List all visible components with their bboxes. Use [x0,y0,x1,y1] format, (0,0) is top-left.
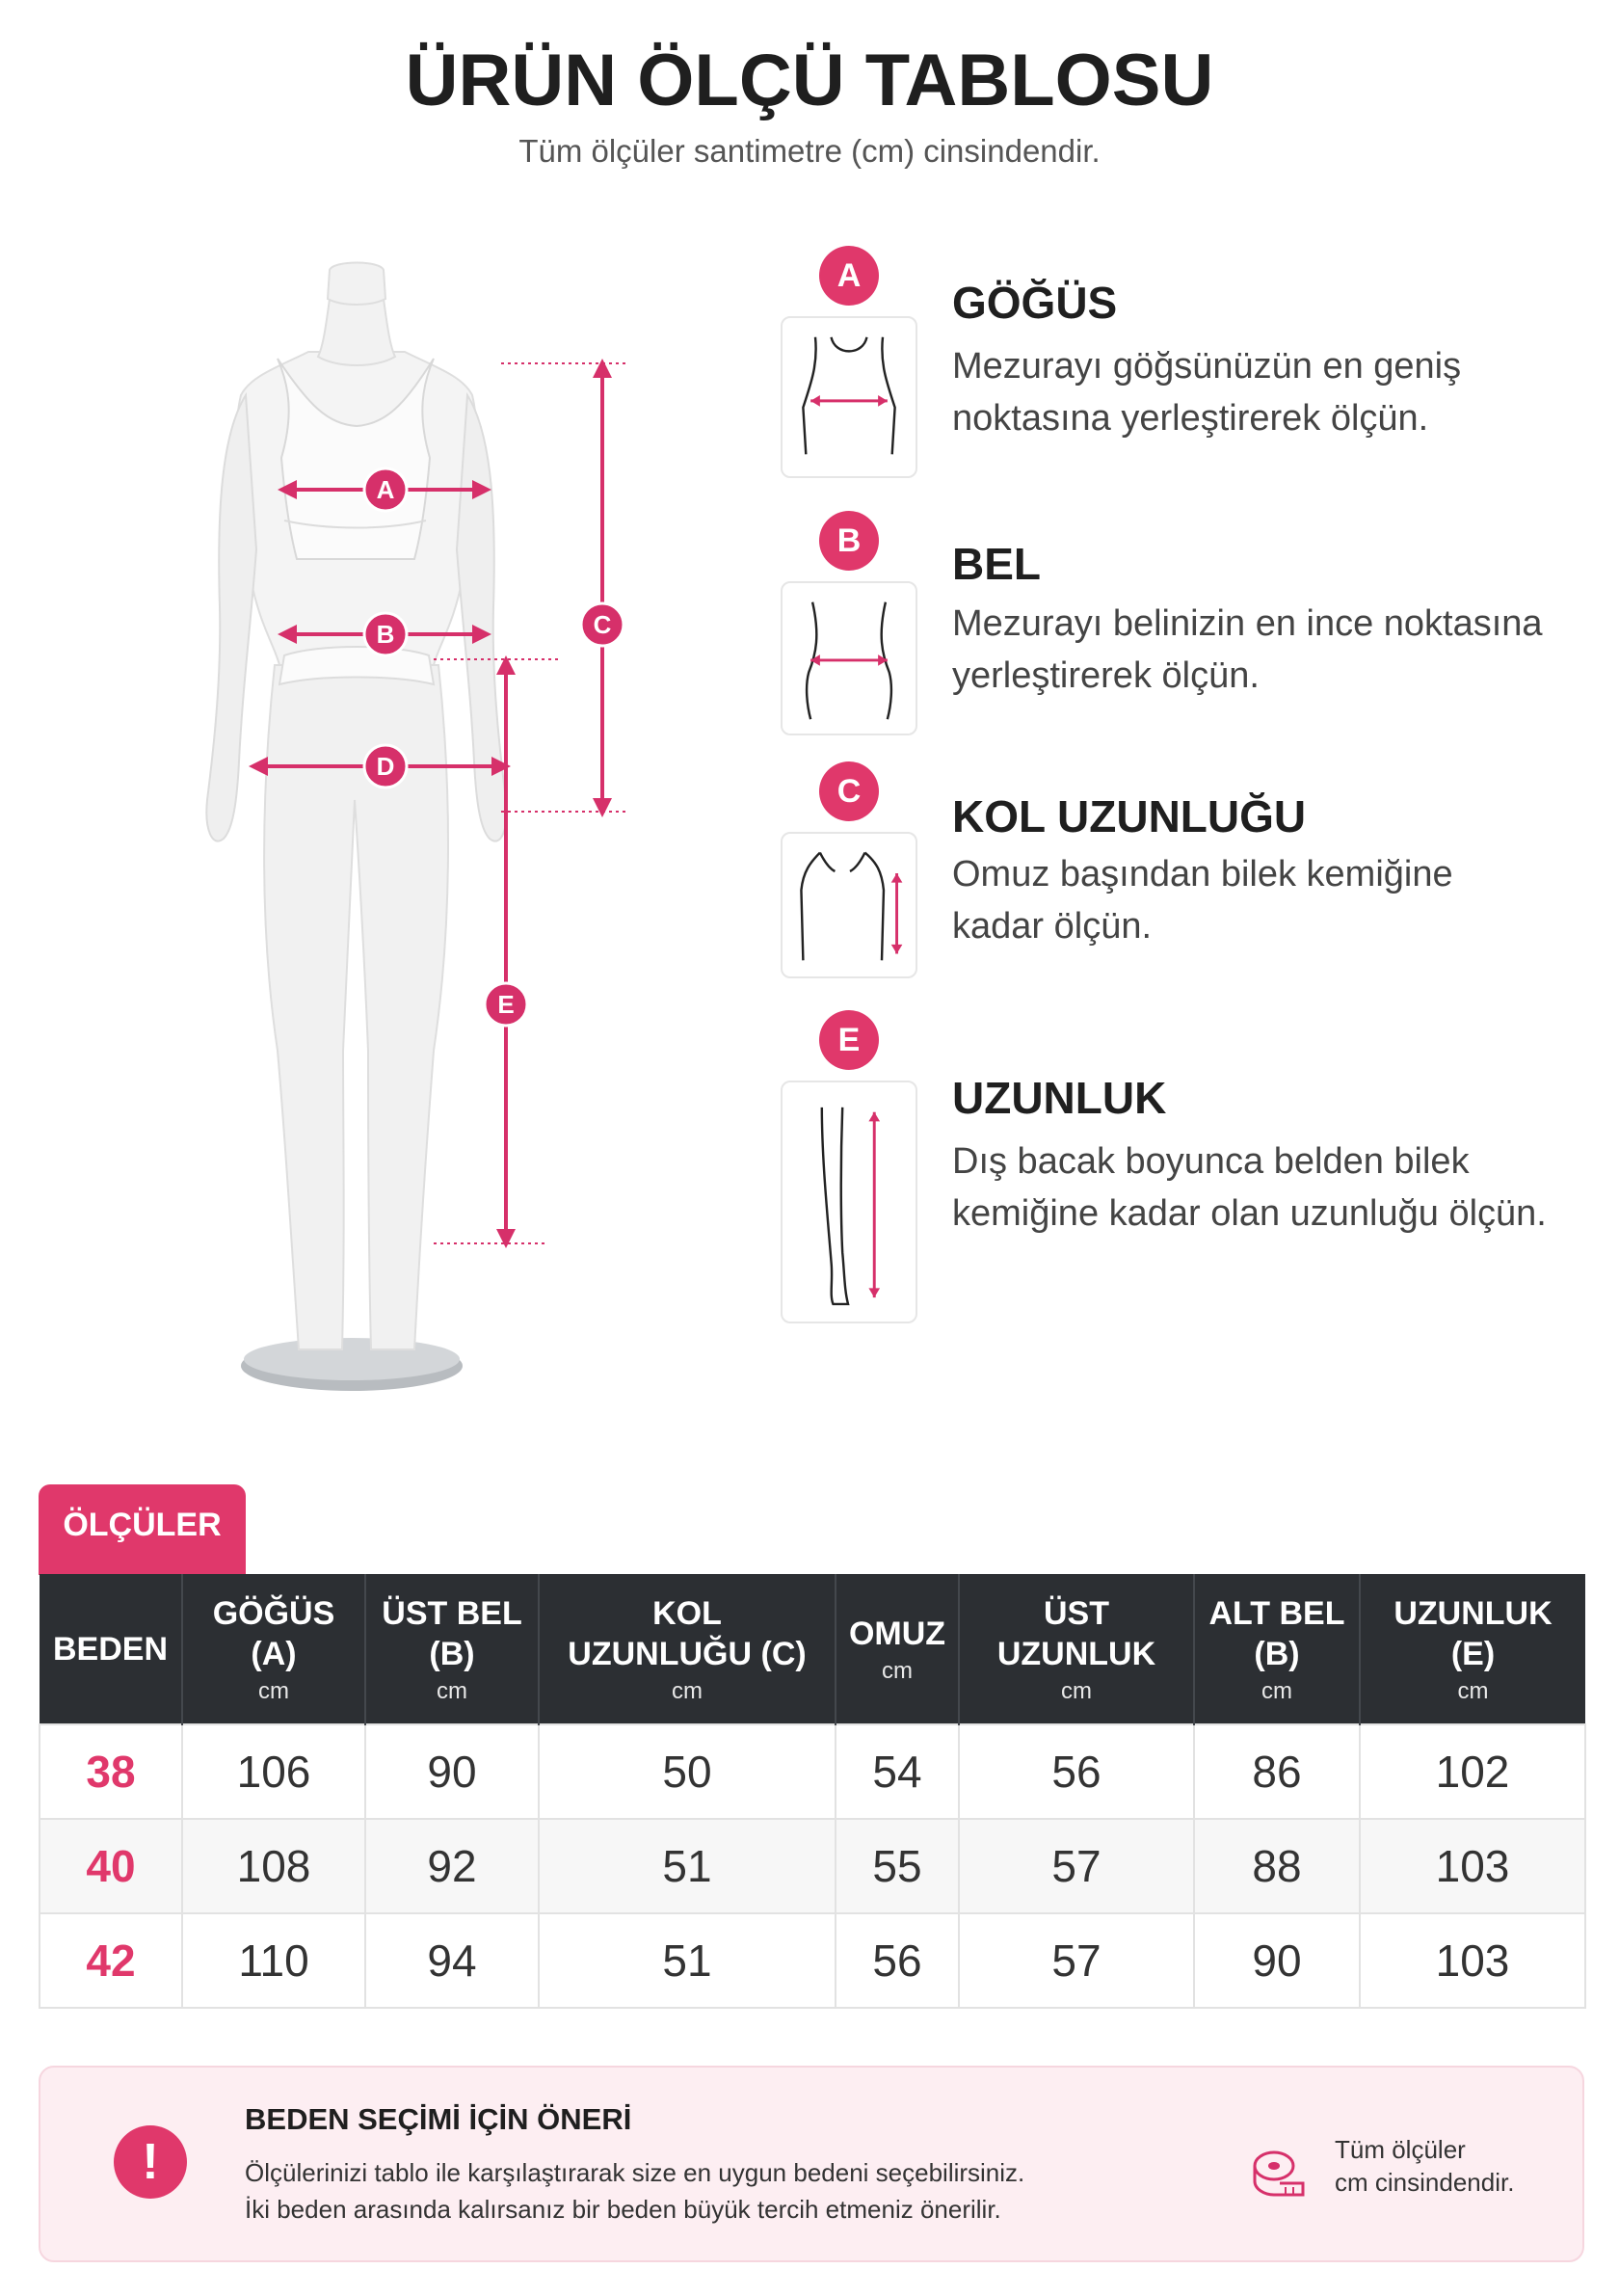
table-cell: 102 [1360,1724,1585,1819]
marker-c [581,603,624,646]
note-cm-line: cm cinsindendir. [1335,2168,1515,2197]
measuring-tape-icon [1251,2145,1307,2201]
size-cell: 42 [40,1913,182,2008]
table-row [40,1819,1585,1913]
measure-desc-length: Dış bacak boyunca belden bilek kemiğine kadar olan uzunluğu ölçün. [952,1141,1547,1234]
page-subtitle: Tüm ölçüler santimetre (cm) cinsindendir. [518,133,1101,169]
table-cell: 54 [836,1724,959,1819]
table-cell: 56 [836,1913,959,2008]
waist-measure-icon [781,581,917,735]
col-header-shoulder: OMUZ cm [836,1574,959,1724]
recommendation-note [39,2066,1584,2262]
table-header-row [40,1574,1585,1724]
table-cell: 57 [959,1819,1194,1913]
table-cell: 90 [1194,1913,1360,2008]
arm-measure-icon [781,832,917,978]
table-cell: 55 [836,1819,959,1913]
table-cell: 51 [539,1819,836,1913]
table-row [40,1913,1585,2008]
table-cell: 110 [182,1913,365,2008]
measure-title-waist: BEL [952,539,1041,589]
table-cell: 50 [539,1724,836,1819]
svg-text:D: D [376,752,395,781]
col-header-chest: GÖĞÜS (A) cm [182,1574,365,1724]
svg-text:E: E [497,990,515,1019]
table-cell: 56 [959,1724,1194,1819]
col-header-size: BEDEN [40,1574,182,1724]
note-line: İki beden arasında kalırsanız bir beden büyük tercih etmeniz önerilir. [245,2195,1001,2224]
svg-text:A: A [376,475,395,504]
chest-measure-icon [781,316,917,478]
measure-desc-chest: Mezurayı göğsünüzün en geniş noktasına yerleştirerek ölçün. [952,346,1462,439]
measure-row-arm [781,761,1590,993]
mannequin-illustration [116,260,665,1407]
measure-row-length [781,1010,1590,1328]
measure-row-chest [781,246,1590,477]
measure-title-arm: KOL UZUNLUĞU [952,791,1307,841]
table-cell: 88 [1194,1819,1360,1913]
table-cell: 108 [182,1819,365,1913]
table-cell: 103 [1360,1913,1585,2008]
marker-d [364,745,407,788]
measure-title-length: UZUNLUK [952,1073,1167,1123]
svg-text:B: B [376,620,395,649]
mannequin-figure [116,260,665,1407]
badge-e: E [819,1010,879,1070]
col-header-lower-waist: ALT BEL (B) cm [1194,1574,1360,1724]
table-cell: 90 [365,1724,539,1819]
table-cell: 92 [365,1819,539,1913]
marker-a [364,468,407,511]
table-cell: 86 [1194,1724,1360,1819]
size-cell: 38 [40,1724,182,1819]
measure-title-chest: GÖĞÜS [952,278,1118,328]
leg-measure-icon [781,1081,917,1323]
badge-a: A [819,246,879,306]
col-header-arm-length: KOL UZUNLUĞU (C) cm [539,1574,836,1724]
measure-row-waist [781,511,1590,742]
badge-c: C [819,761,879,821]
table-cell: 106 [182,1724,365,1819]
measure-desc-waist: Mezurayı belinizin en ince noktasına yerleştirerek ölçün. [952,603,1543,696]
col-header-upper-length: ÜST UZUNLUK cm [959,1574,1194,1724]
svg-text:C: C [593,610,612,639]
size-table [39,1574,1586,2009]
table-tab-label: ÖLÇÜLER [39,1484,246,1575]
measure-desc-arm: Omuz başından bilek kemiğine kadar ölçün. [952,854,1453,947]
table-cell: 51 [539,1913,836,2008]
table-row [40,1724,1585,1819]
marker-b [364,613,407,655]
col-header-length: UZUNLUK (E) cm [1360,1574,1585,1724]
note-cm-line: Tüm ölçüler [1335,2135,1466,2164]
badge-b: B [819,511,879,571]
table-cell: 94 [365,1913,539,2008]
note-line: Ölçülerinizi tablo ile karşılaştırarak size en uygun bedeni seçebilirsiniz. [245,2158,1025,2187]
col-header-upper-waist: ÜST BEL (B) cm [365,1574,539,1724]
size-cell: 40 [40,1819,182,1913]
table-cell: 103 [1360,1819,1585,1913]
table-cell: 57 [959,1913,1194,2008]
page-title: ÜRÜN ÖLÇÜ TABLOSU [405,40,1214,121]
marker-e [485,983,527,1026]
note-title: BEDEN SEÇİMİ İÇİN ÖNERİ [245,2102,632,2136]
alert-icon: ! [114,2125,187,2199]
